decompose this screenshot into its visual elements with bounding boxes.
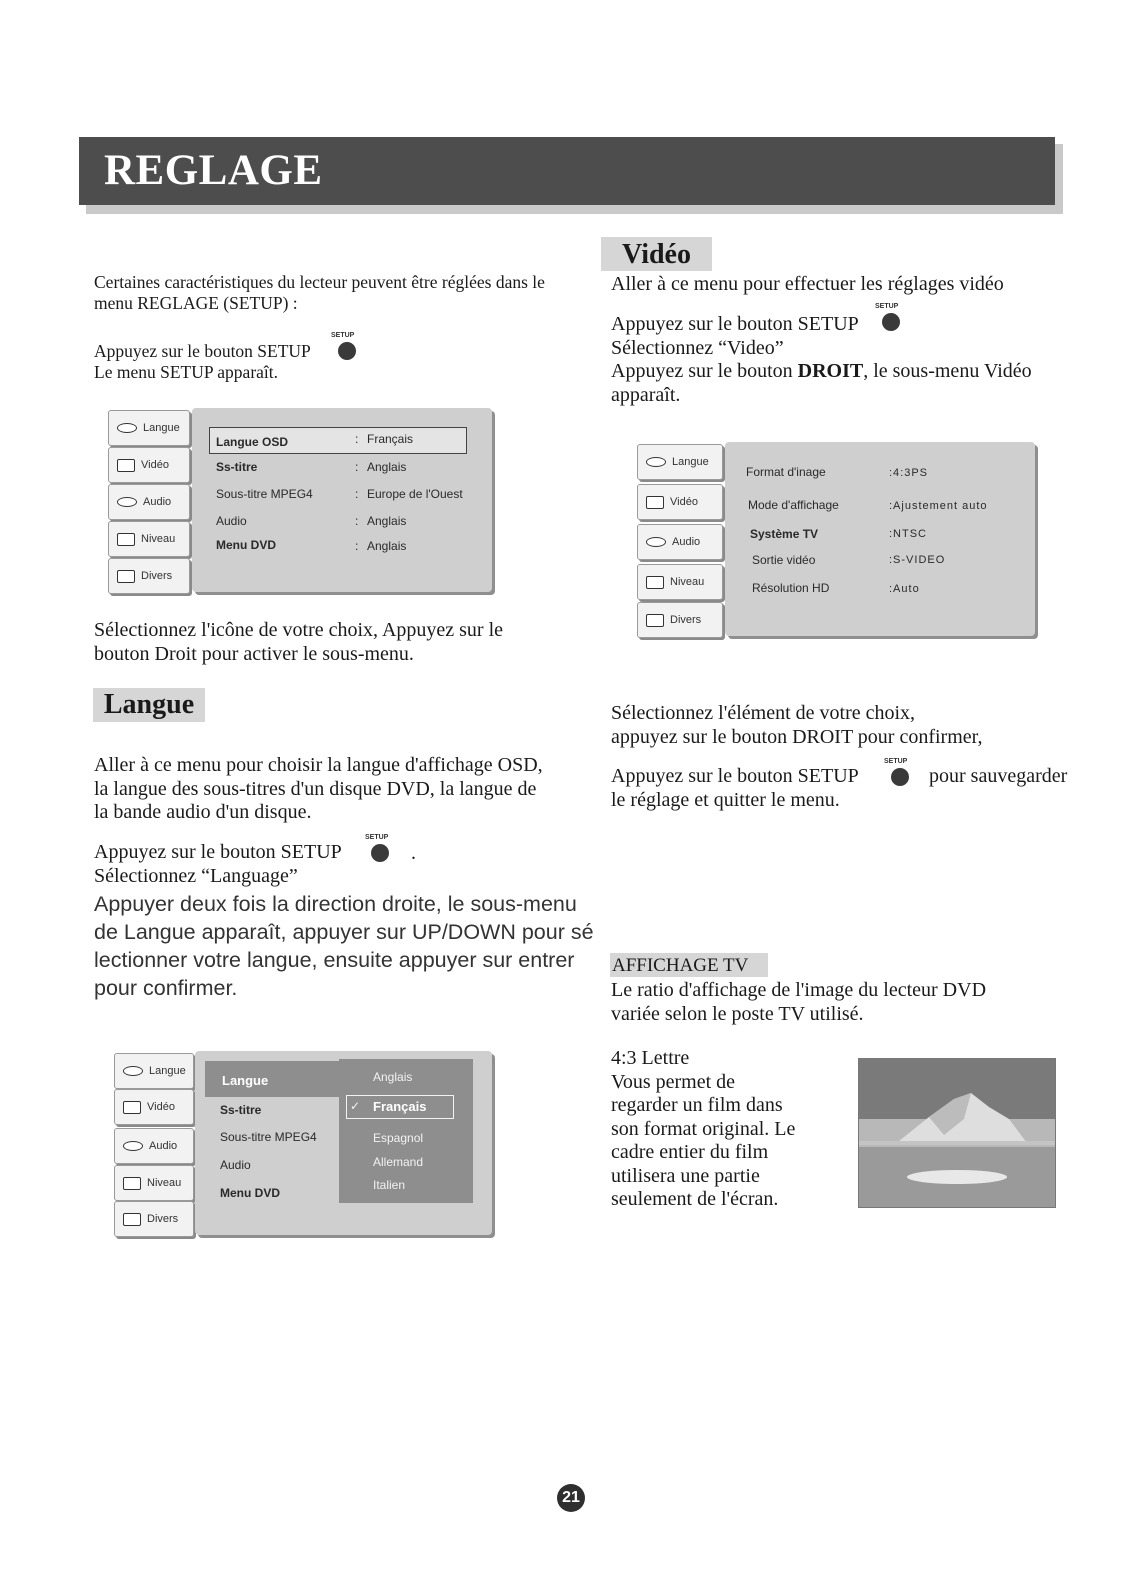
language-option: Espagnol: [373, 1131, 424, 1145]
press-setup-text: Appuyez sur le bouton SETUP: [94, 341, 311, 361]
tab-divers: [108, 558, 190, 594]
save-suffix: pour sauvegarder: [929, 765, 1068, 787]
menu-row-label: Audio: [216, 514, 247, 528]
setup-menu-langue: [108, 408, 498, 598]
text-line: lectionner votre langue, ensuite appuyer sur entrer: [94, 948, 575, 972]
video-heading: Vidéo: [601, 237, 712, 271]
langue-press: [94, 841, 342, 888]
menu-row-label: Format d'inage: [746, 465, 826, 479]
save-text: [611, 765, 859, 812]
menu-row-value: :Auto: [889, 583, 920, 595]
tab-label: Langue: [143, 422, 180, 434]
speaker-icon: [123, 1141, 143, 1151]
tab-niveau: [108, 521, 190, 557]
menu-sep: :: [355, 539, 359, 553]
tab-label: Vidéo: [670, 496, 698, 508]
screen-icon: [646, 496, 664, 509]
letterbox-photo: [858, 1058, 1056, 1208]
press-setup-text: Appuyez sur le bouton SETUP: [94, 841, 342, 863]
lock-icon: [117, 533, 135, 546]
text-line: Appuyer deux fois la direction droite, le sous-menu: [94, 892, 577, 916]
tab-label: Audio: [149, 1140, 178, 1152]
misc-icon: [123, 1213, 141, 1226]
intro-line: Certaines caractéristiques du lecteur peuvent être réglées dans le: [94, 272, 545, 292]
language-option: Anglais: [373, 1070, 413, 1084]
setup-menu-langue-options: [114, 1051, 499, 1241]
tab-label: Niveau: [670, 576, 705, 588]
tab-langue: [108, 410, 190, 446]
iceberg-image: [859, 1059, 1055, 1207]
press-setup-text: Appuyez sur le bouton SETUP: [611, 313, 859, 335]
menu-row-label: Audio: [220, 1158, 251, 1172]
tab-langue: [637, 444, 723, 480]
menu-row-value: Anglais: [367, 514, 407, 528]
tab-label: Vidéo: [147, 1101, 175, 1113]
tab-divers: [114, 1201, 194, 1237]
setup-label: SETUP: [875, 303, 899, 310]
setup-menu-video: [637, 442, 1042, 642]
misc-icon: [117, 570, 135, 583]
tab-video: [637, 484, 723, 520]
tab-audio: [108, 484, 190, 520]
eye-icon: [123, 1066, 143, 1076]
text-line: Sélectionnez l'élément de votre choix,: [611, 702, 916, 724]
intro-line: menu REGLAGE (SETUP) :: [94, 293, 298, 313]
tab-label: Langue: [672, 456, 709, 468]
menu-row-value: :4:3PS: [889, 467, 929, 479]
text-line: son format original. Le: [611, 1117, 796, 1140]
menu-row-label: Système TV: [750, 527, 819, 541]
langue-heading: Langue: [93, 688, 205, 722]
text-line: de Langue apparaît, appuyer sur UP/DOWN pour sé: [94, 920, 594, 944]
tab-label: Audio: [672, 536, 701, 548]
menu-row-label: Menu DVD: [220, 1186, 280, 1200]
lock-icon: [123, 1177, 141, 1190]
language-option: Allemand: [373, 1155, 424, 1169]
tab-label: Langue: [149, 1065, 186, 1077]
menu-row-value: Europe de l'Ouest: [367, 487, 463, 501]
screen-icon: [123, 1101, 141, 1114]
text-line: 4:3 Lettre: [611, 1047, 690, 1069]
tab-langue: [114, 1053, 194, 1089]
menu-sep: :: [355, 514, 359, 528]
text-span: , le sous-menu Vidéo: [863, 360, 1032, 382]
select-icon-text: [94, 619, 503, 666]
menu-row-value: Français: [367, 432, 414, 446]
tab-label: Divers: [670, 614, 702, 626]
menu-appears-text: Le menu SETUP apparaît.: [94, 362, 279, 382]
setup-button-icon: [891, 768, 909, 786]
menu-sep: :: [355, 460, 359, 474]
text-span: Appuyez sur le bouton: [611, 360, 798, 382]
text-line: bouton Droit pour activer le sous-menu.: [94, 642, 414, 665]
menu-row-label: Menu DVD: [216, 538, 276, 552]
menu-row-value: Anglais: [367, 460, 407, 474]
text-line: seulement de l'écran.: [611, 1188, 779, 1210]
video-intro: Aller à ce menu pour effectuer les réglages vidéo: [611, 273, 1004, 295]
select-video-text: Sélectionnez “Video”: [611, 336, 784, 359]
menu-row-label: Résolution HD: [752, 581, 830, 595]
setup-button-icon: [338, 342, 356, 360]
press-setup-text: Appuyez sur le bouton SETUP: [611, 765, 859, 787]
menu-row-value: :NTSC: [889, 528, 927, 540]
page-title: REGLAGE: [104, 147, 323, 194]
tab-label: Niveau: [147, 1177, 182, 1189]
menu-row-value: :Ajustement auto: [889, 500, 988, 512]
text-line: cadre entier du film: [611, 1141, 769, 1163]
period: .: [411, 842, 416, 864]
menu-row-label: Mode d'affichage: [748, 498, 839, 512]
tab-label: Vidéo: [141, 459, 169, 471]
tab-audio: [114, 1128, 194, 1164]
affichage-heading: AFFICHAGE TV: [610, 953, 768, 977]
language-option: Italien: [373, 1178, 406, 1192]
menu-sep: :: [355, 432, 359, 446]
eye-icon: [117, 423, 137, 433]
text-line: utilisera une partie: [611, 1164, 760, 1187]
menu-row-label: Langue OSD: [216, 435, 289, 449]
confirm-text: [611, 702, 983, 749]
page-number: 21: [557, 1484, 585, 1512]
tab-divers: [637, 602, 723, 638]
text-line: Vous permet de: [611, 1070, 736, 1093]
menu-row-value: Anglais: [367, 539, 407, 553]
language-option: Français: [373, 1099, 427, 1114]
langue-desc: [94, 754, 543, 825]
intro-text: [94, 272, 545, 314]
tab-label: Divers: [147, 1213, 179, 1225]
screen-icon: [117, 459, 135, 472]
droit-line: [611, 360, 1032, 384]
menu-row-label: Langue: [222, 1073, 269, 1088]
text-line: le réglage et quitter le menu.: [611, 788, 840, 811]
tab-niveau: [637, 564, 723, 600]
tab-label: Divers: [141, 570, 173, 582]
video-steps: [611, 313, 1032, 407]
text-line: Sélectionnez l'icône de votre choix, Appuyez sur le: [94, 619, 504, 641]
menu-panel: [725, 442, 1035, 636]
text-line: Aller à ce menu pour choisir la langue d'affichage OSD,: [94, 754, 543, 776]
droit-bold: DROIT: [797, 360, 864, 382]
tab-audio: [637, 524, 723, 560]
setup-button-icon: [371, 844, 389, 862]
check-icon: ✓: [350, 1099, 361, 1113]
tab-niveau: [114, 1165, 194, 1201]
menu-row-label: Ss-titre: [216, 460, 258, 474]
menu-panel: [192, 408, 492, 592]
text-line: Le ratio d'affichage de l'image du lecteur DVD: [611, 979, 987, 1001]
text-line: la langue des sous-titres d'un disque DVD, la langue de: [94, 777, 537, 800]
text-line: regarder un film dans: [611, 1094, 783, 1116]
langue-steps: [94, 890, 594, 1002]
lettre-text: [611, 1047, 795, 1212]
speaker-icon: [646, 537, 666, 547]
menu-sep: :: [355, 487, 359, 501]
setup-label: SETUP: [331, 332, 355, 339]
menu-panel: [195, 1051, 492, 1235]
eye-icon: [646, 457, 666, 467]
menu-row-value: :S-VIDEO: [889, 554, 946, 566]
text-line: la bande audio d'un disque.: [94, 801, 312, 823]
text-line: variée selon le poste TV utilisé.: [611, 1002, 864, 1025]
tab-label: Niveau: [141, 533, 176, 545]
text-line: appuyez sur le bouton DROIT pour confirmer,: [611, 725, 983, 748]
tab-label: Audio: [143, 496, 172, 508]
menu-row-label: Sortie vidéo: [752, 553, 816, 567]
menu-row-label: Ss-titre: [220, 1103, 262, 1117]
select-language-text: Sélectionnez “Language”: [94, 864, 298, 887]
intro-press: [94, 341, 311, 383]
menu-row-label: Sous-titre MPEG4: [216, 487, 313, 501]
tab-video: [114, 1089, 194, 1125]
setup-label: SETUP: [365, 834, 389, 841]
setup-label: SETUP: [884, 758, 908, 765]
misc-icon: [646, 614, 664, 627]
lock-icon: [646, 576, 664, 589]
text-line: apparaît.: [611, 383, 681, 406]
tab-video: [108, 447, 190, 483]
text-line: pour confirmer.: [94, 976, 238, 1000]
speaker-icon: [117, 497, 137, 507]
affichage-desc: [611, 979, 986, 1026]
menu-row-label: Sous-titre MPEG4: [220, 1130, 317, 1144]
